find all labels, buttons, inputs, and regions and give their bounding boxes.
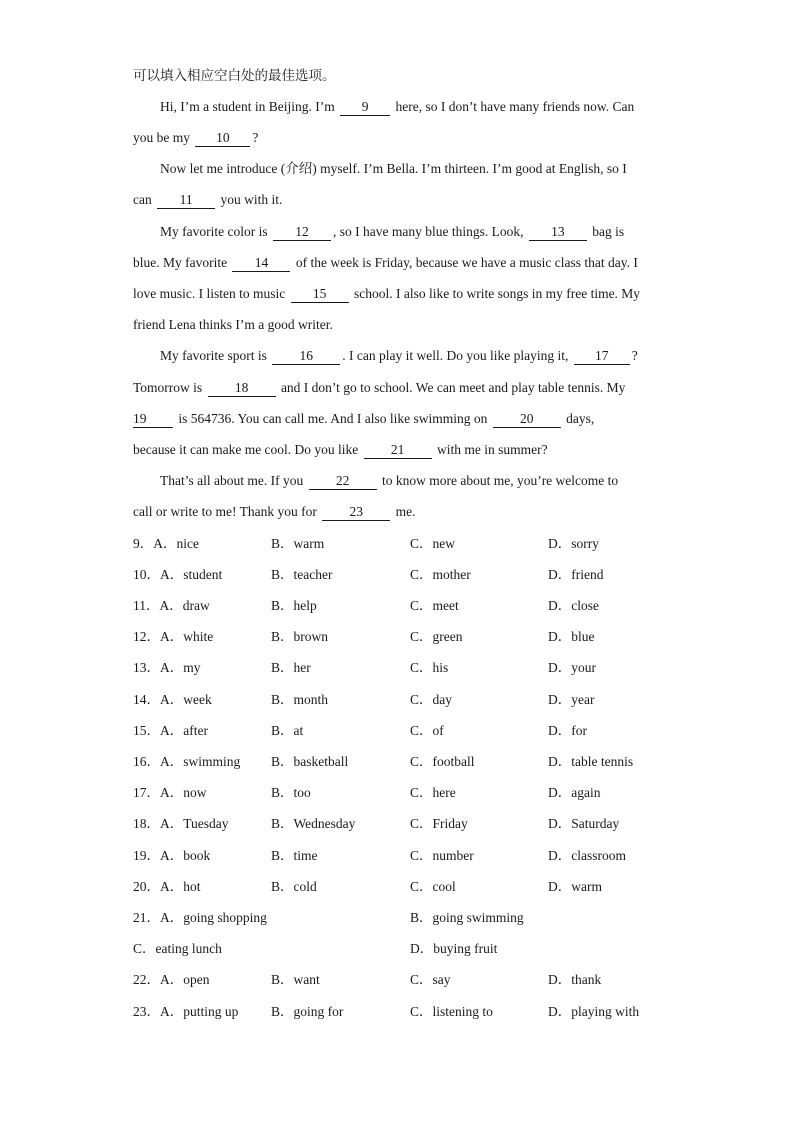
question-row-start <box>133 877 201 897</box>
passage-text: ? <box>631 348 638 363</box>
option-a[interactable]: A．going shopping <box>160 910 267 925</box>
option-b[interactable]: B．time <box>271 848 318 863</box>
option-c[interactable]: C．football <box>410 754 475 769</box>
passage-line <box>133 502 415 522</box>
option-b[interactable]: B．want <box>271 972 320 987</box>
question-row-start <box>133 596 210 616</box>
question-row-start <box>133 565 222 585</box>
blank-21: 21 <box>364 442 432 459</box>
option-d[interactable]: D．classroom <box>548 848 626 863</box>
passage-line <box>160 346 638 366</box>
passage-text: can <box>133 192 156 207</box>
option-b[interactable]: B．going swimming <box>410 910 524 925</box>
option-c[interactable]: C．Friday <box>410 816 468 831</box>
passage-line <box>160 222 624 242</box>
passage-text: is 564736. You can call me. And I also like swimming on <box>175 411 491 426</box>
blank-16: 16 <box>272 348 340 365</box>
option-c[interactable]: C．eating lunch <box>133 941 222 956</box>
passage-text: , so I have many blue things. Look, <box>332 224 527 239</box>
passage-text: to know more about me, you’re welcome to <box>378 473 619 488</box>
option-d[interactable]: D．playing with <box>548 1004 640 1019</box>
passage-line <box>133 253 638 273</box>
question-row-start <box>133 752 240 772</box>
passage-text: My favorite sport is <box>160 348 271 363</box>
passage-text: blue. My favorite <box>133 255 231 270</box>
passage-line <box>133 378 625 398</box>
option-c[interactable]: C．meet <box>410 598 459 613</box>
option-d[interactable]: D．your <box>548 660 596 675</box>
option-d[interactable]: D．friend <box>548 567 604 582</box>
blank-10: 10 <box>195 130 250 147</box>
question-number: 23． <box>133 1004 160 1019</box>
option-b[interactable]: B．cold <box>271 879 317 894</box>
option-b[interactable]: B．warm <box>271 536 325 551</box>
question-number: 16． <box>133 754 160 769</box>
passage-line: Now let me introduce (介绍) myself. I’m Bella. I’m thirteen. I’m good at English, so I <box>160 161 627 176</box>
question-row-start <box>133 970 210 990</box>
passage-text: love music. I listen to music <box>133 286 289 301</box>
question-number: 11． <box>133 598 160 613</box>
option-d[interactable]: D．buying fruit <box>410 941 498 956</box>
passage-text: Hi, I’m a student in Beijing. I’m <box>160 99 339 114</box>
question-number: 9． <box>133 536 154 551</box>
question-row-start <box>133 658 201 678</box>
question-row-start <box>133 1002 238 1022</box>
question-number: 12． <box>133 629 160 644</box>
blank-23: 23 <box>322 504 390 521</box>
option-a[interactable]: A．white <box>160 629 214 644</box>
passage-text: call or write to me! Thank you for <box>133 504 321 519</box>
passage-text: bag is <box>588 224 625 239</box>
option-b[interactable]: B．too <box>271 785 311 800</box>
passage-text: you be my <box>133 130 194 145</box>
blank-9: 9 <box>340 99 390 116</box>
option-a[interactable]: A．Tuesday <box>160 816 229 831</box>
question-row-start <box>133 814 229 834</box>
option-c[interactable]: C．mother <box>410 567 471 582</box>
passage-text: because it can make me cool. Do you like <box>133 442 362 457</box>
question-number: 14． <box>133 692 160 707</box>
question-row-start <box>133 846 210 866</box>
option-d[interactable]: D．close <box>548 598 599 613</box>
option-d[interactable]: D．Saturday <box>548 816 620 831</box>
question-number: 21． <box>133 910 160 925</box>
option-c[interactable]: C．say <box>410 972 451 987</box>
option-d[interactable]: D．warm <box>548 879 602 894</box>
question-number: 18． <box>133 816 160 831</box>
passage-text: Tomorrow is <box>133 380 206 395</box>
passage-text: My favorite color is <box>160 224 271 239</box>
blank-13: 13 <box>529 224 587 241</box>
option-a[interactable]: A．my <box>160 660 201 675</box>
option-d[interactable]: D．thank <box>548 972 602 987</box>
blank-18: 18 <box>208 380 276 397</box>
blank-20: 20 <box>493 411 561 428</box>
option-b[interactable]: B．basketball <box>271 754 349 769</box>
passage-text: you with it. <box>217 192 283 207</box>
passage-text: of the week is Friday, because we have a music class that day. I <box>292 255 638 270</box>
passage-line <box>133 284 640 304</box>
option-c[interactable]: C．his <box>410 660 449 675</box>
option-a[interactable]: A．week <box>160 692 212 707</box>
option-a[interactable]: A．nice <box>153 536 199 551</box>
option-d[interactable]: D．sorry <box>548 536 599 551</box>
option-d[interactable]: D．again <box>548 785 601 800</box>
option-d[interactable]: D．year <box>548 692 595 707</box>
option-a[interactable]: A．book <box>160 848 211 863</box>
question-number: 17． <box>133 785 160 800</box>
option-b[interactable]: B．at <box>271 723 304 738</box>
option-c[interactable]: C．number <box>410 848 474 863</box>
passage-text: ? <box>252 130 259 145</box>
question-number: 22． <box>133 972 160 987</box>
option-c[interactable]: C．day <box>410 692 452 707</box>
option-c[interactable]: C．green <box>410 629 463 644</box>
option-d[interactable]: D．for <box>548 723 587 738</box>
option-a[interactable]: A．now <box>160 785 207 800</box>
blank-17: 17 <box>574 348 630 365</box>
option-d[interactable]: D．blue <box>548 629 595 644</box>
passage-text: and I don’t go to school. We can meet and play table tennis. My <box>277 380 626 395</box>
question-row-start <box>133 721 208 741</box>
option-b[interactable]: B．month <box>271 692 329 707</box>
passage-line <box>133 128 258 148</box>
option-c[interactable]: C．new <box>410 536 455 551</box>
option-a[interactable]: A．open <box>160 972 210 987</box>
passage-text: school. I also like to write songs in my free time. My <box>350 286 641 301</box>
passage-text: . I can play it well. Do you like playing it, <box>342 348 572 363</box>
option-b[interactable]: B．her <box>271 660 311 675</box>
passage-text: That’s all about me. If you <box>160 473 307 488</box>
question-row-start <box>133 627 213 647</box>
passage-text: with me in summer? <box>433 442 548 457</box>
blank-11: 11 <box>157 192 215 209</box>
option-a[interactable]: A．student <box>160 567 223 582</box>
question-row-start <box>133 783 207 803</box>
option-b[interactable]: B．teacher <box>271 567 333 582</box>
passage-line <box>133 440 548 460</box>
passage-line: friend Lena thinks I’m a good writer. <box>133 317 333 332</box>
option-c[interactable]: C．of <box>410 723 444 738</box>
passage-text: days, <box>562 411 595 426</box>
option-a[interactable]: A．putting up <box>160 1004 239 1019</box>
question-number: 19． <box>133 848 160 863</box>
blank-12: 12 <box>273 224 331 241</box>
instruction-text: 可以填入相应空白处的最佳选项。 <box>133 68 336 83</box>
option-a[interactable]: A．draw <box>159 598 210 613</box>
option-b[interactable]: B．help <box>271 598 317 613</box>
question-number: 10． <box>133 567 160 582</box>
option-c[interactable]: C．listening to <box>410 1004 493 1019</box>
option-d[interactable]: D．table tennis <box>548 754 634 769</box>
question-number: 15． <box>133 723 160 738</box>
option-b[interactable]: B．Wednesday <box>271 816 356 831</box>
question-row-start <box>133 908 267 928</box>
option-b[interactable]: B．brown <box>271 629 328 644</box>
option-a[interactable]: A．after <box>160 723 208 738</box>
passage-text: here, so I don’t have many friends now. Can <box>392 99 635 114</box>
passage-line <box>160 471 618 491</box>
option-c[interactable]: C．here <box>410 785 456 800</box>
option-a[interactable]: A．hot <box>160 879 201 894</box>
blank-15: 15 <box>291 286 349 303</box>
passage-line <box>133 409 594 429</box>
question-row-start <box>133 690 212 710</box>
option-c[interactable]: C．cool <box>410 879 456 894</box>
blank-19: 19 <box>133 411 173 428</box>
question-row-start <box>133 534 199 554</box>
blank-14: 14 <box>232 255 290 272</box>
question-number: 13． <box>133 660 160 675</box>
option-b[interactable]: B．going for <box>271 1004 344 1019</box>
option-a[interactable]: A．swimming <box>160 754 241 769</box>
blank-22: 22 <box>309 473 377 490</box>
passage-text: me. <box>392 504 416 519</box>
passage-line <box>160 97 634 117</box>
question-number: 20． <box>133 879 160 894</box>
passage-line <box>133 190 282 210</box>
